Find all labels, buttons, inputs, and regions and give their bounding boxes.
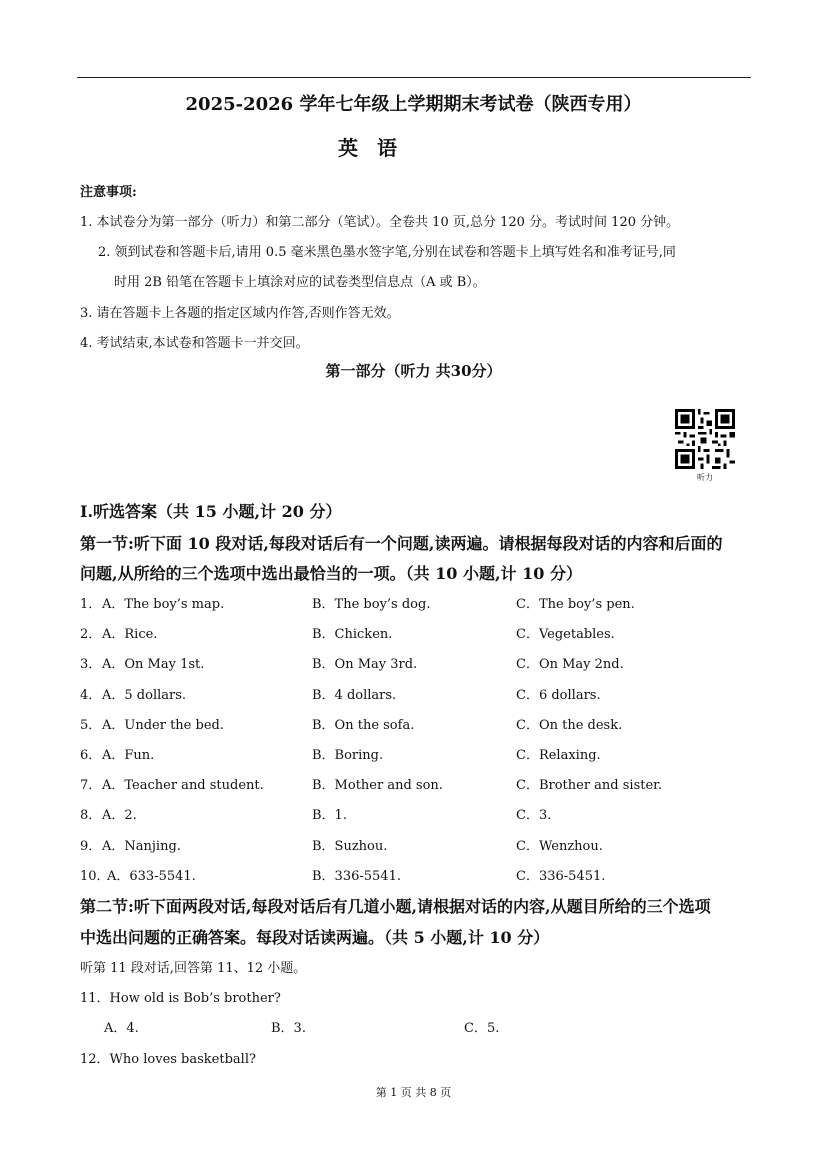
question-option-c: C．The boy’s pen. [516, 597, 635, 612]
question-number: 10． [80, 869, 110, 884]
question-option-c: C．Wenzhou. [516, 839, 603, 854]
question-option-c: C．On May 2nd. [516, 657, 624, 672]
question-number: 5． [80, 718, 102, 733]
question-number: 7． [80, 778, 102, 793]
question-number: 9． [80, 839, 102, 854]
section-one-instructions-2: 问题,从所给的三个选项中选出最恰当的一项。（共 10 小题,计 10 分） [80, 564, 582, 583]
part-one-title: 第一部分（听力 共30分） [325, 362, 502, 380]
question-option-a: A．633-5541. [107, 869, 196, 884]
question-option-a: A．Teacher and student. [102, 778, 264, 793]
question-option-b: B．On the sofa. [312, 718, 415, 733]
top-rule [77, 77, 751, 78]
question-option-c: C．336-5451. [516, 869, 606, 884]
question-option-a: A．5 dollars. [102, 688, 187, 703]
exam-subject: 英 语 [338, 136, 403, 160]
question-option-c: C．On the desk. [516, 718, 623, 733]
question-option-b: B．4 dollars. [312, 688, 397, 703]
notice-item-1: 1. 本试卷分为第一部分（听力）和第二部分（笔试）。全卷共 10 页,总分 120 分。考试时间 120 分钟。 [80, 215, 680, 230]
question-option-c: C．Brother and sister. [516, 778, 663, 793]
question-option-c: C．Relaxing. [516, 748, 601, 763]
notice-item-2-cont: 时用 2B 铅笔在答题卡上填涂对应的试卷类型信息点（A 或 B）。 [114, 275, 486, 290]
question-number: 8． [80, 808, 102, 823]
notice-item-3: 3. 请在答题卡上各题的指定区域内作答,否则作答无效。 [80, 306, 400, 321]
question-option-c: C．3. [516, 808, 552, 823]
question-option-b: B．1. [312, 808, 347, 823]
question-option-a: A．Nanjing. [102, 839, 181, 854]
question-11-option-a: A．4. [104, 1021, 139, 1036]
question-option-b: B．On May 3rd. [312, 657, 418, 672]
question-option-b: B．The boy’s dog. [312, 597, 431, 612]
qr-code [675, 409, 735, 469]
question-option-b: B．Mother and son. [312, 778, 443, 793]
question-option-a: A．On May 1st. [102, 657, 205, 672]
question-11-option-c: C．5. [464, 1021, 500, 1036]
question-option-a: A．Fun. [102, 748, 155, 763]
question-option-a: A．2. [102, 808, 137, 823]
section-two-instructions-1: 第二节:听下面两段对话,每段对话后有几道小题,请根据对话的内容,从题目所给的三个选项 [80, 897, 711, 916]
section-two-instructions-2: 中选出问题的正确答案。每段对话读两遍。（共 5 小题,计 10 分） [80, 928, 550, 947]
exam-title: 2025-2026 学年七年级上学期期末考试卷（陕西专用） [185, 94, 642, 115]
notice-item-2: 2. 领到试卷和答题卡后,请用 0.5 毫米黑色墨水签字笔,分别在试卷和答题卡上填写姓名和准考证号,同 [98, 245, 676, 260]
notice-heading: 注意事项: [80, 185, 137, 200]
question-number: 2． [80, 627, 102, 642]
question-number: 4． [80, 688, 102, 703]
question-option-b: B．Suzhou. [312, 839, 388, 854]
question-option-c: C．6 dollars. [516, 688, 601, 703]
question-option-a: A．Rice. [102, 627, 158, 642]
question-option-b: B．Boring. [312, 748, 384, 763]
qr-label: 听力 [697, 473, 713, 482]
section-heading: I.听选答案（共 15 小题,计 20 分） [80, 502, 342, 521]
question-option-a: A．Under the bed. [102, 718, 224, 733]
question-option-a: A．The boy’s map. [102, 597, 225, 612]
question-option-c: C．Vegetables. [516, 627, 615, 642]
question-option-b: B．336-5541. [312, 869, 401, 884]
question-number: 3． [80, 657, 102, 672]
section-one-instructions-1: 第一节:听下面 10 段对话,每段对话后有一个问题,读两遍。请根据每段对话的内容和后面的 [80, 534, 723, 553]
question-number: 6． [80, 748, 102, 763]
dialog-11-intro: 听第 11 段对话,回答第 11、12 小题。 [80, 961, 307, 976]
question-option-b: B．Chicken. [312, 627, 393, 642]
question-12-text: 12．Who loves basketball? [80, 1052, 256, 1067]
question-number: 1． [80, 597, 102, 612]
question-11-text: 11．How old is Bob’s brother? [80, 991, 281, 1006]
question-11-option-b: B．3. [271, 1021, 306, 1036]
page-footer: 第 1 页 共 8 页 [375, 1086, 452, 1099]
notice-item-4: 4. 考试结束,本试卷和答题卡一并交回。 [80, 336, 309, 351]
